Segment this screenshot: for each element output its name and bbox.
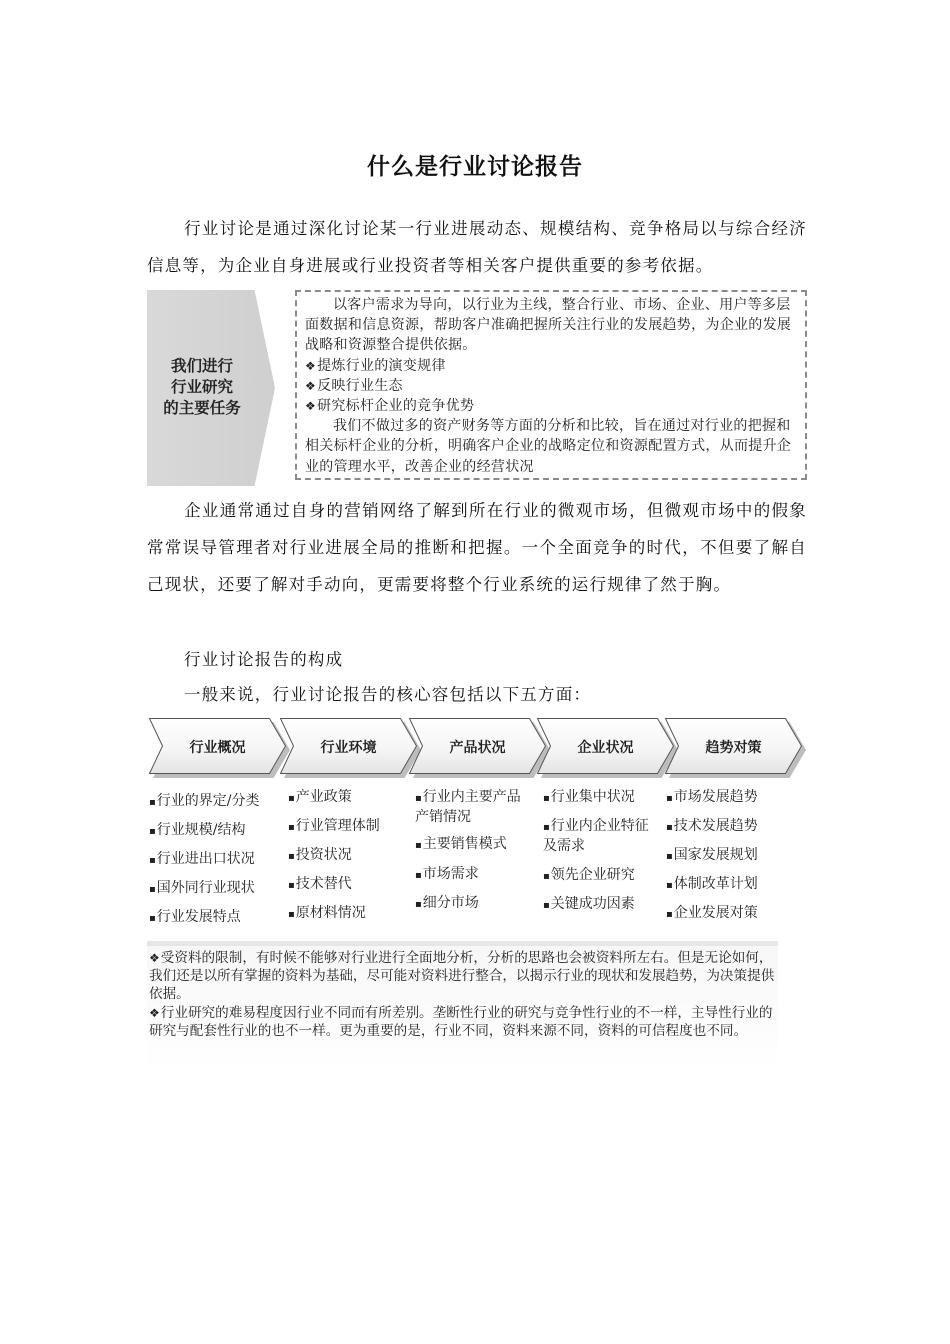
tasks-description-box — [295, 290, 807, 480]
stage-item: ▪ 行业发展特点 — [149, 908, 241, 928]
tasks-chevron-label — [147, 356, 257, 419]
tasks-chevron-line: 的主要任务 — [163, 399, 241, 417]
tasks-bullet: ❖ 提炼行业的演变规律 — [305, 356, 797, 376]
stage-item: ▪ 市场发展趋势 — [666, 788, 758, 808]
stage-label: 产品状况 — [449, 740, 506, 756]
research-tasks-figure — [147, 290, 812, 486]
section-intro-five-aspects: 一般来说，行业讨论报告的核心容包括以下五方面： — [184, 685, 592, 704]
stage-item: ▪ 行业进出口状况 — [149, 850, 255, 870]
stage-label: 行业概况 — [189, 740, 246, 756]
tasks-closing: 我们不做过多的资产财务等方面的分析和比较，旨在通过对行业的把握和相关标杆企业的分析，明确客户企业的战略定位和资源配置方式，从而提升企业的管理水平，改善企业的经营状况 — [305, 418, 792, 475]
stage-chevron — [280, 718, 417, 776]
stage-item: ▪ 体制改革计划 — [666, 875, 758, 895]
report-components-figure — [147, 716, 807, 1072]
stage-item: ▪ 行业的界定/分类 — [149, 792, 260, 812]
stage-item: ▪ 投资状况 — [288, 846, 352, 866]
stage-item: ▪ 关键成功因素 — [543, 895, 635, 915]
page-title: 什么是行业讨论报告 — [367, 154, 583, 180]
research-note: ❖ 行业研究的难易程度因行业不同而有所差别。垄断性行业的研究与竞争性行业的不一样，主导性行业的研究与配套性行业的也不一样。更为重要的是，行业不同，资料来源不同，资料的可信程度也不同。 — [149, 1004, 776, 1040]
intro-paragraph — [147, 210, 807, 284]
stage-item: ▪ 原材料情况 — [288, 904, 366, 924]
stage-item: ▪ 产业政策 — [288, 788, 352, 808]
market-paragraph — [147, 492, 807, 603]
stage-item: ▪ 企业发展对策 — [666, 904, 758, 924]
stage-item: ▪ 领先企业研究 — [543, 866, 635, 886]
tasks-chevron-line: 我们进行 — [170, 357, 233, 375]
market-paragraph-text: 企业通常通过自身的营销网络了解到所在行业的微观市场，但微观市场中的假象常常误导管理者对行业进展全局的推断和把握。一个全面竞争的时代，不但要了解自己现状，还要了解对手动向，更需要将整个行业系统的运行规律了然于胸。 — [147, 501, 807, 594]
stage-item: ▪ 技术发展趋势 — [666, 817, 758, 837]
section-heading-composition: 行业讨论报告的构成 — [184, 650, 344, 669]
stage-item: ▪ 市场需求 — [415, 865, 479, 885]
stage-item: ▪ 主要销售模式 — [415, 835, 507, 855]
tasks-bullet: ❖ 研究标杆企业的竞争优势 — [305, 396, 797, 416]
research-notes-box — [147, 941, 778, 1072]
stage-item: ▪ 行业管理体制 — [288, 817, 380, 837]
stage-item: ▪ 国家发展规划 — [666, 846, 758, 866]
tasks-intro: 以客户需求为导向，以行业为主线，整合行业、市场、企业、用户等多层面数据和信息资源，帮助客户准确把握所关注行业的发展趋势，为企业的发展战略和资源整合提供依据。 — [305, 297, 792, 354]
stage-item: ▪ 行业集中状况 — [543, 788, 635, 808]
stage-item: ▪ 细分市场 — [415, 894, 479, 914]
tasks-chevron-line: 行业研究 — [170, 378, 233, 396]
stage-item: ▪ 行业内企业特征及需求 — [543, 817, 655, 855]
stage-label: 企业状况 — [577, 740, 634, 756]
stage-item: ▪ 技术替代 — [288, 875, 352, 895]
stage-item: ▪ 行业内主要产品产销情况 — [415, 788, 527, 826]
stage-item: ▪ 国外同行业现状 — [149, 879, 255, 899]
stage-item: ▪ 行业规模/结构 — [149, 821, 246, 841]
stage-label: 趋势对策 — [705, 740, 762, 756]
intro-paragraph-text: 行业讨论是通过深化讨论某一行业进展动态、规模结构、竞争格局以与综合经济信息等，为企业自身进展或行业投资者等相关客户提供重要的参考依据。 — [147, 219, 807, 275]
stage-chevron — [409, 718, 546, 776]
research-note: ❖ 受资料的限制，有时候不能够对行业进行全面地分析，分析的思路也会被资料所左右。但是无论如何，我们还是以所有掌握的资料为基础，尽可能对资料进行整合，以揭示行业的现状和发展趋势，为决策提供依据。 — [149, 949, 776, 1004]
stage-chevron — [665, 718, 802, 776]
tasks-bullet: ❖ 反映行业生态 — [305, 376, 797, 396]
stage-chevron — [149, 718, 286, 776]
stage-chevron — [537, 718, 674, 776]
stage-label: 行业环境 — [320, 740, 377, 756]
